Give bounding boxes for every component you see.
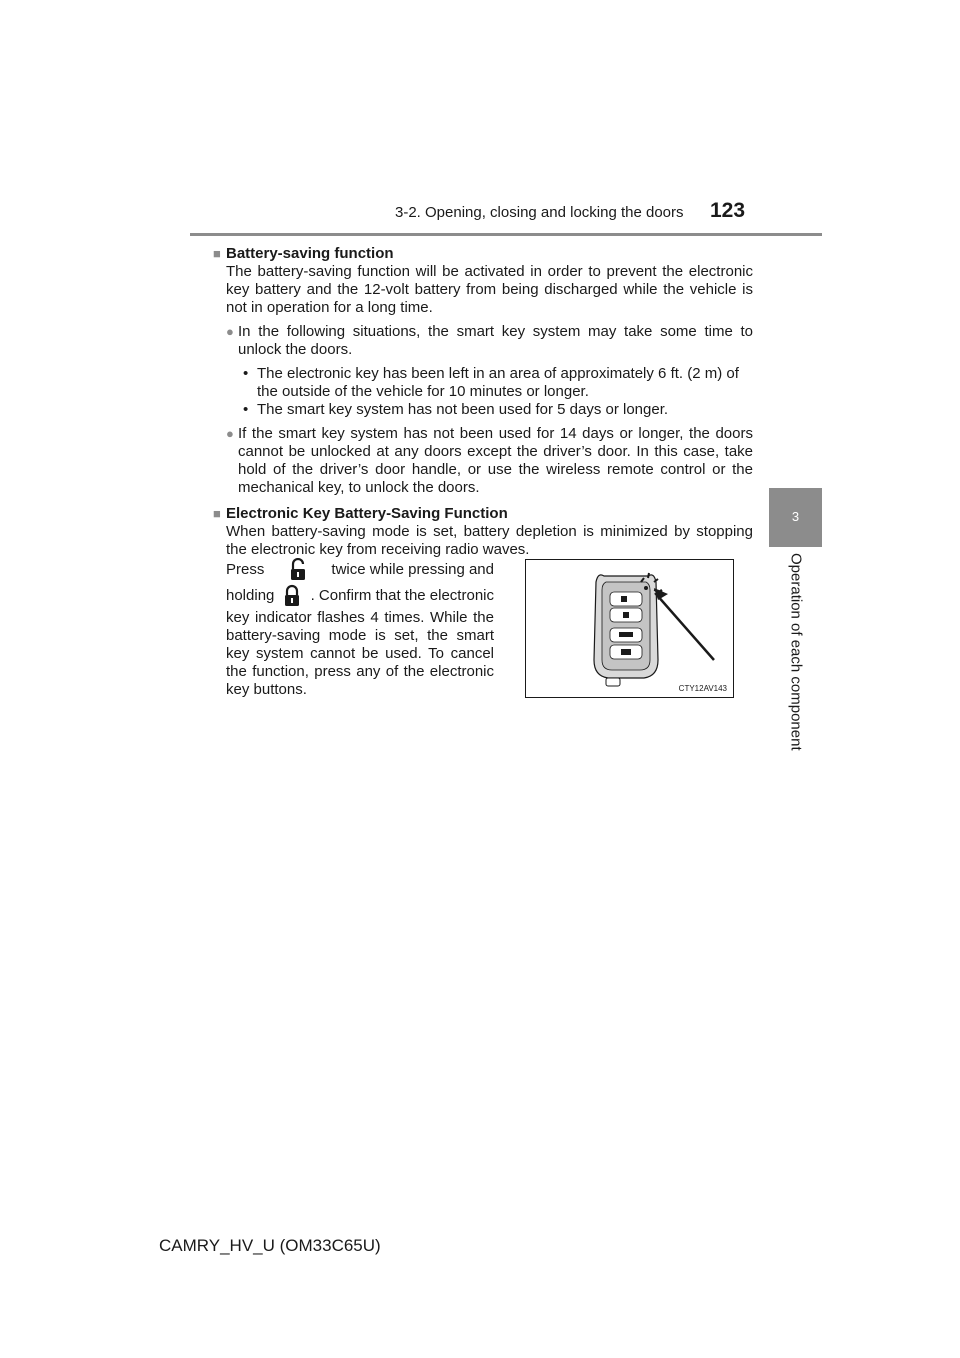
- chapter-label-text: Operation of each component: [787, 553, 805, 751]
- bullet-text: In the following situations, the smart key system may take some time to unlock the doors.: [238, 323, 753, 358]
- sub-bullet-text: The smart key system has not been used for 5 days or longer.: [257, 401, 669, 418]
- dot-bullet-icon: •: [243, 401, 249, 418]
- instruction-line: [226, 583, 494, 609]
- main-content: [213, 241, 753, 559]
- section-heading: [213, 505, 753, 523]
- instruction-rest: key indicator flashes 4 times. While the battery-saving mode is set, the smart key system cannot be used. To cancel the function, press any of the electronic key buttons.: [226, 609, 494, 698]
- circle-bullet-icon: ●: [226, 426, 234, 441]
- confirm-text: . Confirm that the electronic: [310, 587, 494, 604]
- page-number: 123: [710, 199, 746, 222]
- chapter-side-label: [784, 553, 808, 751]
- bullet-text: If the smart key system has not been used for 14 days or longer, the doors cannot be unlocked at any doors except the driver’s door. In this case, take hold of the driver’s door handle, or use the wireless remote control or the mechanical key, to unlock the doors.: [238, 425, 753, 496]
- circle-bullet-icon: ●: [226, 324, 234, 339]
- header-divider: [190, 233, 822, 236]
- section-header: 3-2. Opening, closing and locking the doors: [395, 204, 684, 221]
- press-word: Press: [226, 561, 265, 578]
- figure-code: CTY12AV143: [678, 684, 727, 693]
- bullet-item: [226, 323, 753, 359]
- sub-bullet-item: [238, 365, 753, 401]
- section-paragraph: The battery-saving function will be activated in order to prevent the electronic key battery and the 12-volt battery from being discharged while the vehicle is not in operation for a long time.: [226, 263, 753, 316]
- lock-icon: [282, 584, 302, 608]
- square-bullet-icon: ■: [213, 506, 221, 521]
- section-title: Battery-saving function: [226, 245, 394, 262]
- manual-footer: CAMRY_HV_U (OM33C65U): [159, 1236, 381, 1255]
- section-title: Electronic Key Battery-Saving Function: [226, 505, 508, 522]
- chapter-number: 3: [791, 509, 800, 524]
- chapter-tab: [769, 488, 822, 547]
- electronic-key-illustration: [526, 560, 733, 697]
- electronic-key-figure: [525, 559, 734, 698]
- sub-bullet-item: [238, 401, 753, 419]
- instruction-line: [226, 557, 494, 583]
- section-paragraph: When battery-saving mode is set, battery depletion is minimized by stopping the electronic key from receiving radio waves.: [226, 523, 753, 558]
- square-bullet-icon: ■: [213, 246, 221, 261]
- twice-text: twice while pressing and: [331, 561, 494, 578]
- battery-saving-instructions: [226, 557, 494, 699]
- bullet-item: [226, 425, 753, 497]
- unlock-icon: [288, 558, 308, 582]
- sub-bullet-text: The electronic key has been left in an area of approximately 6 ft. (2 m) of the outside of the vehicle for 10 minutes or longer.: [257, 365, 739, 400]
- section-heading: [213, 245, 753, 263]
- dot-bullet-icon: •: [243, 365, 249, 382]
- holding-word: holding: [226, 587, 275, 604]
